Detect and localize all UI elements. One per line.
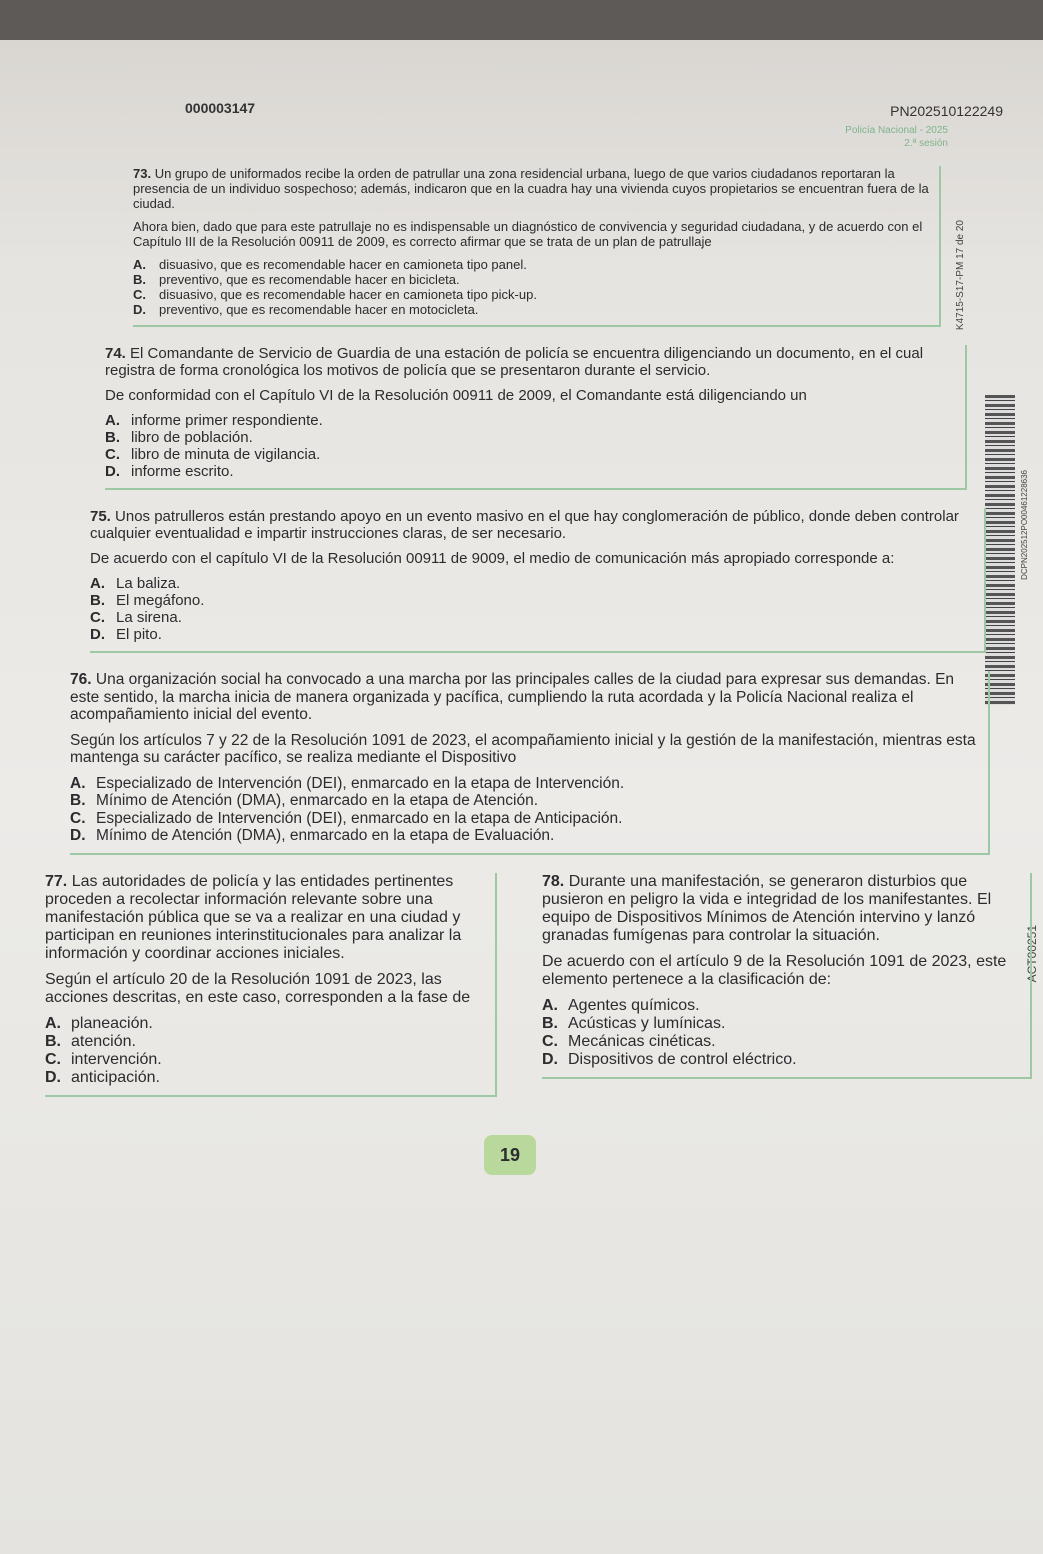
option-letter: D.	[542, 1050, 558, 1068]
option-text: El megáfono.	[116, 592, 205, 609]
option-letter: A.	[133, 257, 146, 272]
stem-text: Las autoridades de policía y las entidades pertinentes proceden a recolectar información relevante sobre una manifestación pública que se va a realizar en una ciudad y participan en reuniones interinstitucionales para analizar la información y coordinar acciones iniciales.	[45, 872, 462, 962]
option-letter: B.	[133, 272, 146, 287]
option-letter: B.	[70, 792, 86, 809]
question-stem	[70, 671, 978, 724]
answer-option[interactable]	[45, 1069, 485, 1087]
answer-option[interactable]	[90, 609, 974, 626]
option-letter: A.	[105, 412, 120, 429]
question-number: 74.	[105, 345, 126, 362]
question-77	[45, 873, 497, 1097]
option-text: El pito.	[116, 626, 162, 643]
option-text: anticipación.	[71, 1068, 160, 1086]
institution-name: Policía Nacional - 2025	[845, 125, 948, 136]
answer-option[interactable]	[90, 592, 974, 609]
option-text: Agentes químicos.	[568, 996, 700, 1014]
option-letter: C.	[133, 287, 146, 302]
answer-option[interactable]	[133, 257, 929, 272]
question-stem	[90, 508, 974, 542]
answer-option[interactable]	[45, 1015, 485, 1033]
answer-option[interactable]	[133, 302, 929, 317]
option-text: Acústicas y lumínicas.	[568, 1014, 726, 1032]
option-text: preventivo, que es recomendable hacer en motocicleta.	[159, 302, 479, 317]
option-text: Especializado de Intervención (DEI), enmarcado en la etapa de Anticipación.	[96, 809, 623, 827]
option-text: disuasivo, que es recomendable hacer en camioneta tipo panel.	[159, 257, 527, 272]
option-letter: A.	[542, 996, 558, 1014]
option-letter: D.	[105, 463, 120, 480]
question-stem	[45, 873, 485, 963]
stem-text: Unos patrulleros están prestando apoyo en un evento masivo en el que hay conglomeración de público, donde deben controlar cualquier eventualidad e impartir instrucciones claras, de ser necesario.	[90, 508, 959, 542]
question-stem	[105, 345, 955, 379]
option-letter: D.	[70, 827, 86, 844]
answer-option[interactable]	[542, 1033, 1020, 1051]
answer-option[interactable]	[542, 997, 1020, 1015]
barcode-text: DCPN202512PO00461228636	[1020, 470, 1029, 580]
stem-text: Durante una manifestación, se generaron disturbios que pusieron en peligro la vida e integridad de los manifestantes. El equipo de Dispositivos Mínimos de Atención intervino y lanzó granadas fumígenas para controlar la situación.	[542, 872, 992, 944]
option-text: Mínimo de Atención (DMA), enmarcado en la etapa de Atención.	[96, 792, 538, 809]
question-number: 77.	[45, 872, 68, 890]
answer-option[interactable]	[70, 775, 978, 793]
option-text: intervención.	[71, 1050, 162, 1068]
option-letter: C.	[90, 609, 105, 626]
question-number: 76.	[70, 671, 92, 688]
option-text: La baliza.	[116, 575, 181, 592]
option-letter: D.	[90, 626, 105, 643]
question-prompt: De acuerdo con el capítulo VI de la Resolución 00911 de 9009, el medio de comunicación más apropiado corresponde a:	[90, 550, 895, 567]
answer-option[interactable]	[70, 810, 978, 828]
option-text: planeación.	[71, 1014, 153, 1032]
question-73	[133, 166, 941, 327]
answer-option[interactable]	[45, 1033, 485, 1051]
option-letter: A.	[45, 1014, 61, 1032]
question-75	[90, 508, 986, 653]
answer-option[interactable]	[105, 446, 955, 463]
option-text: Mecánicas cinéticas.	[568, 1032, 716, 1050]
question-prompt: De acuerdo con el artículo 9 de la Resolución 1091 de 2023, este elemento pertenece a la clasificación de:	[542, 952, 1007, 988]
questions-area	[0, 166, 1043, 1175]
option-letter: B.	[542, 1014, 558, 1032]
question-number: 78.	[542, 872, 565, 890]
option-letter: B.	[90, 592, 105, 609]
answer-option[interactable]	[70, 792, 978, 810]
answer-option[interactable]	[133, 272, 929, 287]
option-letter: D.	[133, 302, 146, 317]
option-letter: B.	[105, 429, 120, 446]
option-text: La sirena.	[116, 609, 182, 626]
option-text: Especializado de Intervención (DEI), enmarcado en la etapa de Intervención.	[96, 774, 625, 792]
answer-option[interactable]	[105, 463, 955, 480]
act-code: ACT00251	[1025, 925, 1039, 983]
answer-option[interactable]	[133, 287, 929, 302]
institution-label	[845, 124, 948, 150]
option-text: libro de población.	[131, 429, 253, 446]
question-prompt: De conformidad con el Capítulo VI de la Resolución 00911 de 2009, el Comandante está diligenciando un	[105, 387, 807, 404]
option-text: preventivo, que es recomendable hacer en bicicleta.	[159, 272, 460, 287]
question-number: 73.	[133, 166, 152, 181]
question-prompt: Según el artículo 20 de la Resolución 1091 de 2023, las acciones descritas, en este caso, corresponden a la fase de	[45, 970, 471, 1006]
session-label: 2.ª sesión	[904, 138, 948, 149]
option-letter: A.	[70, 774, 86, 792]
answer-option[interactable]	[90, 575, 974, 592]
answer-option[interactable]	[45, 1051, 485, 1069]
answer-option[interactable]	[105, 412, 955, 429]
answer-option[interactable]	[70, 827, 978, 845]
question-stem	[542, 873, 1020, 945]
option-text: libro de minuta de vigilancia.	[131, 446, 321, 463]
question-prompt: Ahora bien, dado que para este patrullaje no es indispensable un diagnóstico de convivencia y seguridad ciudadana, y de acuerdo con el Capítulo III de la Resolución 00911 de 2009, es correcto afirmar que se trata de un plan de patrullaje	[133, 219, 923, 249]
question-stem	[133, 166, 929, 211]
question-76	[70, 671, 990, 855]
answer-option[interactable]	[542, 1015, 1020, 1033]
option-text: informe primer respondiente.	[131, 412, 323, 429]
stem-text: El Comandante de Servicio de Guardia de una estación de policía se encuentra diligenciando un documento, en el cual registra de forma cronológica los motivos de policía que se presentaron durante el servicio.	[105, 345, 924, 379]
answer-option[interactable]	[542, 1051, 1020, 1069]
option-letter: C.	[70, 809, 86, 827]
option-letter: B.	[45, 1032, 61, 1050]
option-text: Dispositivos de control eléctrico.	[568, 1050, 797, 1068]
page-number: 19	[484, 1135, 536, 1175]
question-74	[105, 345, 967, 490]
answer-option[interactable]	[105, 429, 955, 446]
side-exam-code: K4715-S17-PM 17 de 20	[955, 220, 966, 331]
question-number: 75.	[90, 508, 111, 525]
stem-text: Un grupo de uniformados recibe la orden de patrullar una zona residencial urbana, luego de que varios ciudadanos reportaran la presencia de un individuo sospechoso; además, indicaron que en la cuadra hay una vivienda cuyos propietarios se encuentran fuera de la ciudad.	[133, 166, 929, 211]
exam-code: PN202510122249	[890, 103, 1003, 119]
question-78	[542, 873, 1032, 1079]
option-letter: C.	[542, 1032, 558, 1050]
booklet-code: 000003147	[185, 100, 256, 116]
option-letter: C.	[105, 446, 120, 463]
option-letter: D.	[45, 1068, 61, 1086]
option-letter: C.	[45, 1050, 61, 1068]
question-prompt: Según los artículos 7 y 22 de la Resolución 1091 de 2023, el acompañamiento inicial y la gestión de la manifestación, mientras esta mantenga su carácter pacífico, se realiza mediante el Dispositivo	[70, 731, 976, 766]
option-text: informe escrito.	[131, 463, 234, 480]
option-text: disuasivo, que es recomendable hacer en camioneta tipo pick-up.	[159, 287, 537, 302]
answer-option[interactable]	[90, 626, 974, 643]
stem-text: Una organización social ha convocado a una marcha por las principales calles de la ciudad para expresar sus demandas. En este sentido, la marcha inicia de manera organizada y pacífica, cumpliendo la ruta acordada y la Policía Nacional realiza el acompañamiento inicial del evento.	[70, 671, 955, 723]
two-column-questions	[0, 873, 1043, 1115]
option-text: atención.	[71, 1032, 136, 1050]
option-letter: A.	[90, 575, 105, 592]
option-text: Mínimo de Atención (DMA), enmarcado en la etapa de Evaluación.	[96, 827, 555, 844]
